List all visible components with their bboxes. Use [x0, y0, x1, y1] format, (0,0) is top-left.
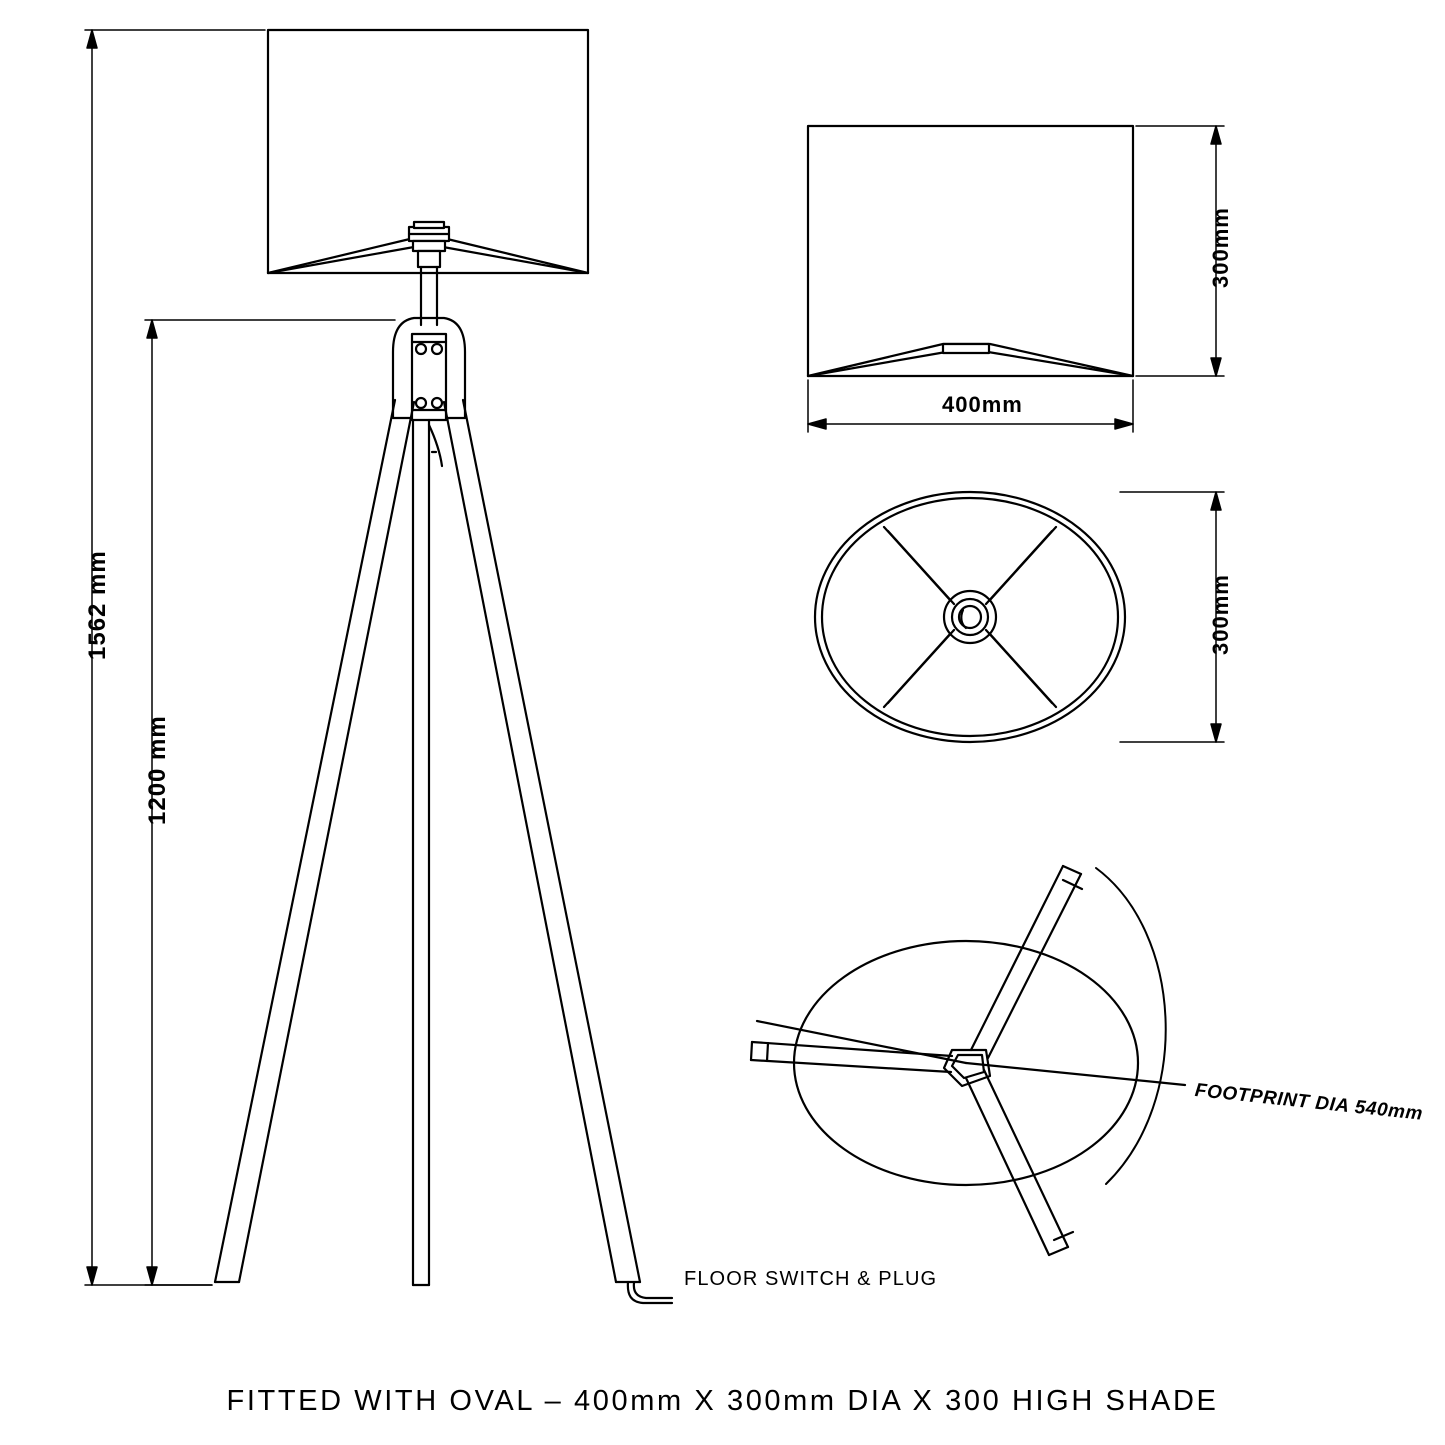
dimension-label-shade-width: 400mm: [942, 392, 1023, 417]
lamp-holder-detail: [409, 222, 449, 267]
floor-switch-cable: [628, 1282, 672, 1303]
dimension-1562: [85, 30, 265, 1285]
dimension-label-shade-height: 300mm: [1208, 207, 1233, 288]
tripod-base-plan-view: [751, 866, 1185, 1255]
front-elevation-tripod: [215, 318, 640, 1285]
dimension-1200: [145, 320, 395, 1285]
lamp-stem: [421, 267, 437, 325]
drawing-title: FITTED WITH OVAL – 400mm X 300mm DIA X 300 HIGH SHADE: [226, 1385, 1219, 1417]
dimension-label-1562: 1562 mm: [84, 550, 111, 660]
shade-front-elevation-right: [808, 126, 1133, 376]
footprint-note: FOOTPRINT DIA 540mm: [1193, 1080, 1424, 1125]
dimension-label-plan-depth: 300mm: [1208, 574, 1233, 655]
shade-plan-view: [815, 492, 1125, 742]
floor-switch-note: FLOOR SWITCH & PLUG: [684, 1268, 938, 1290]
dimension-label-1200: 1200 mm: [144, 715, 171, 825]
